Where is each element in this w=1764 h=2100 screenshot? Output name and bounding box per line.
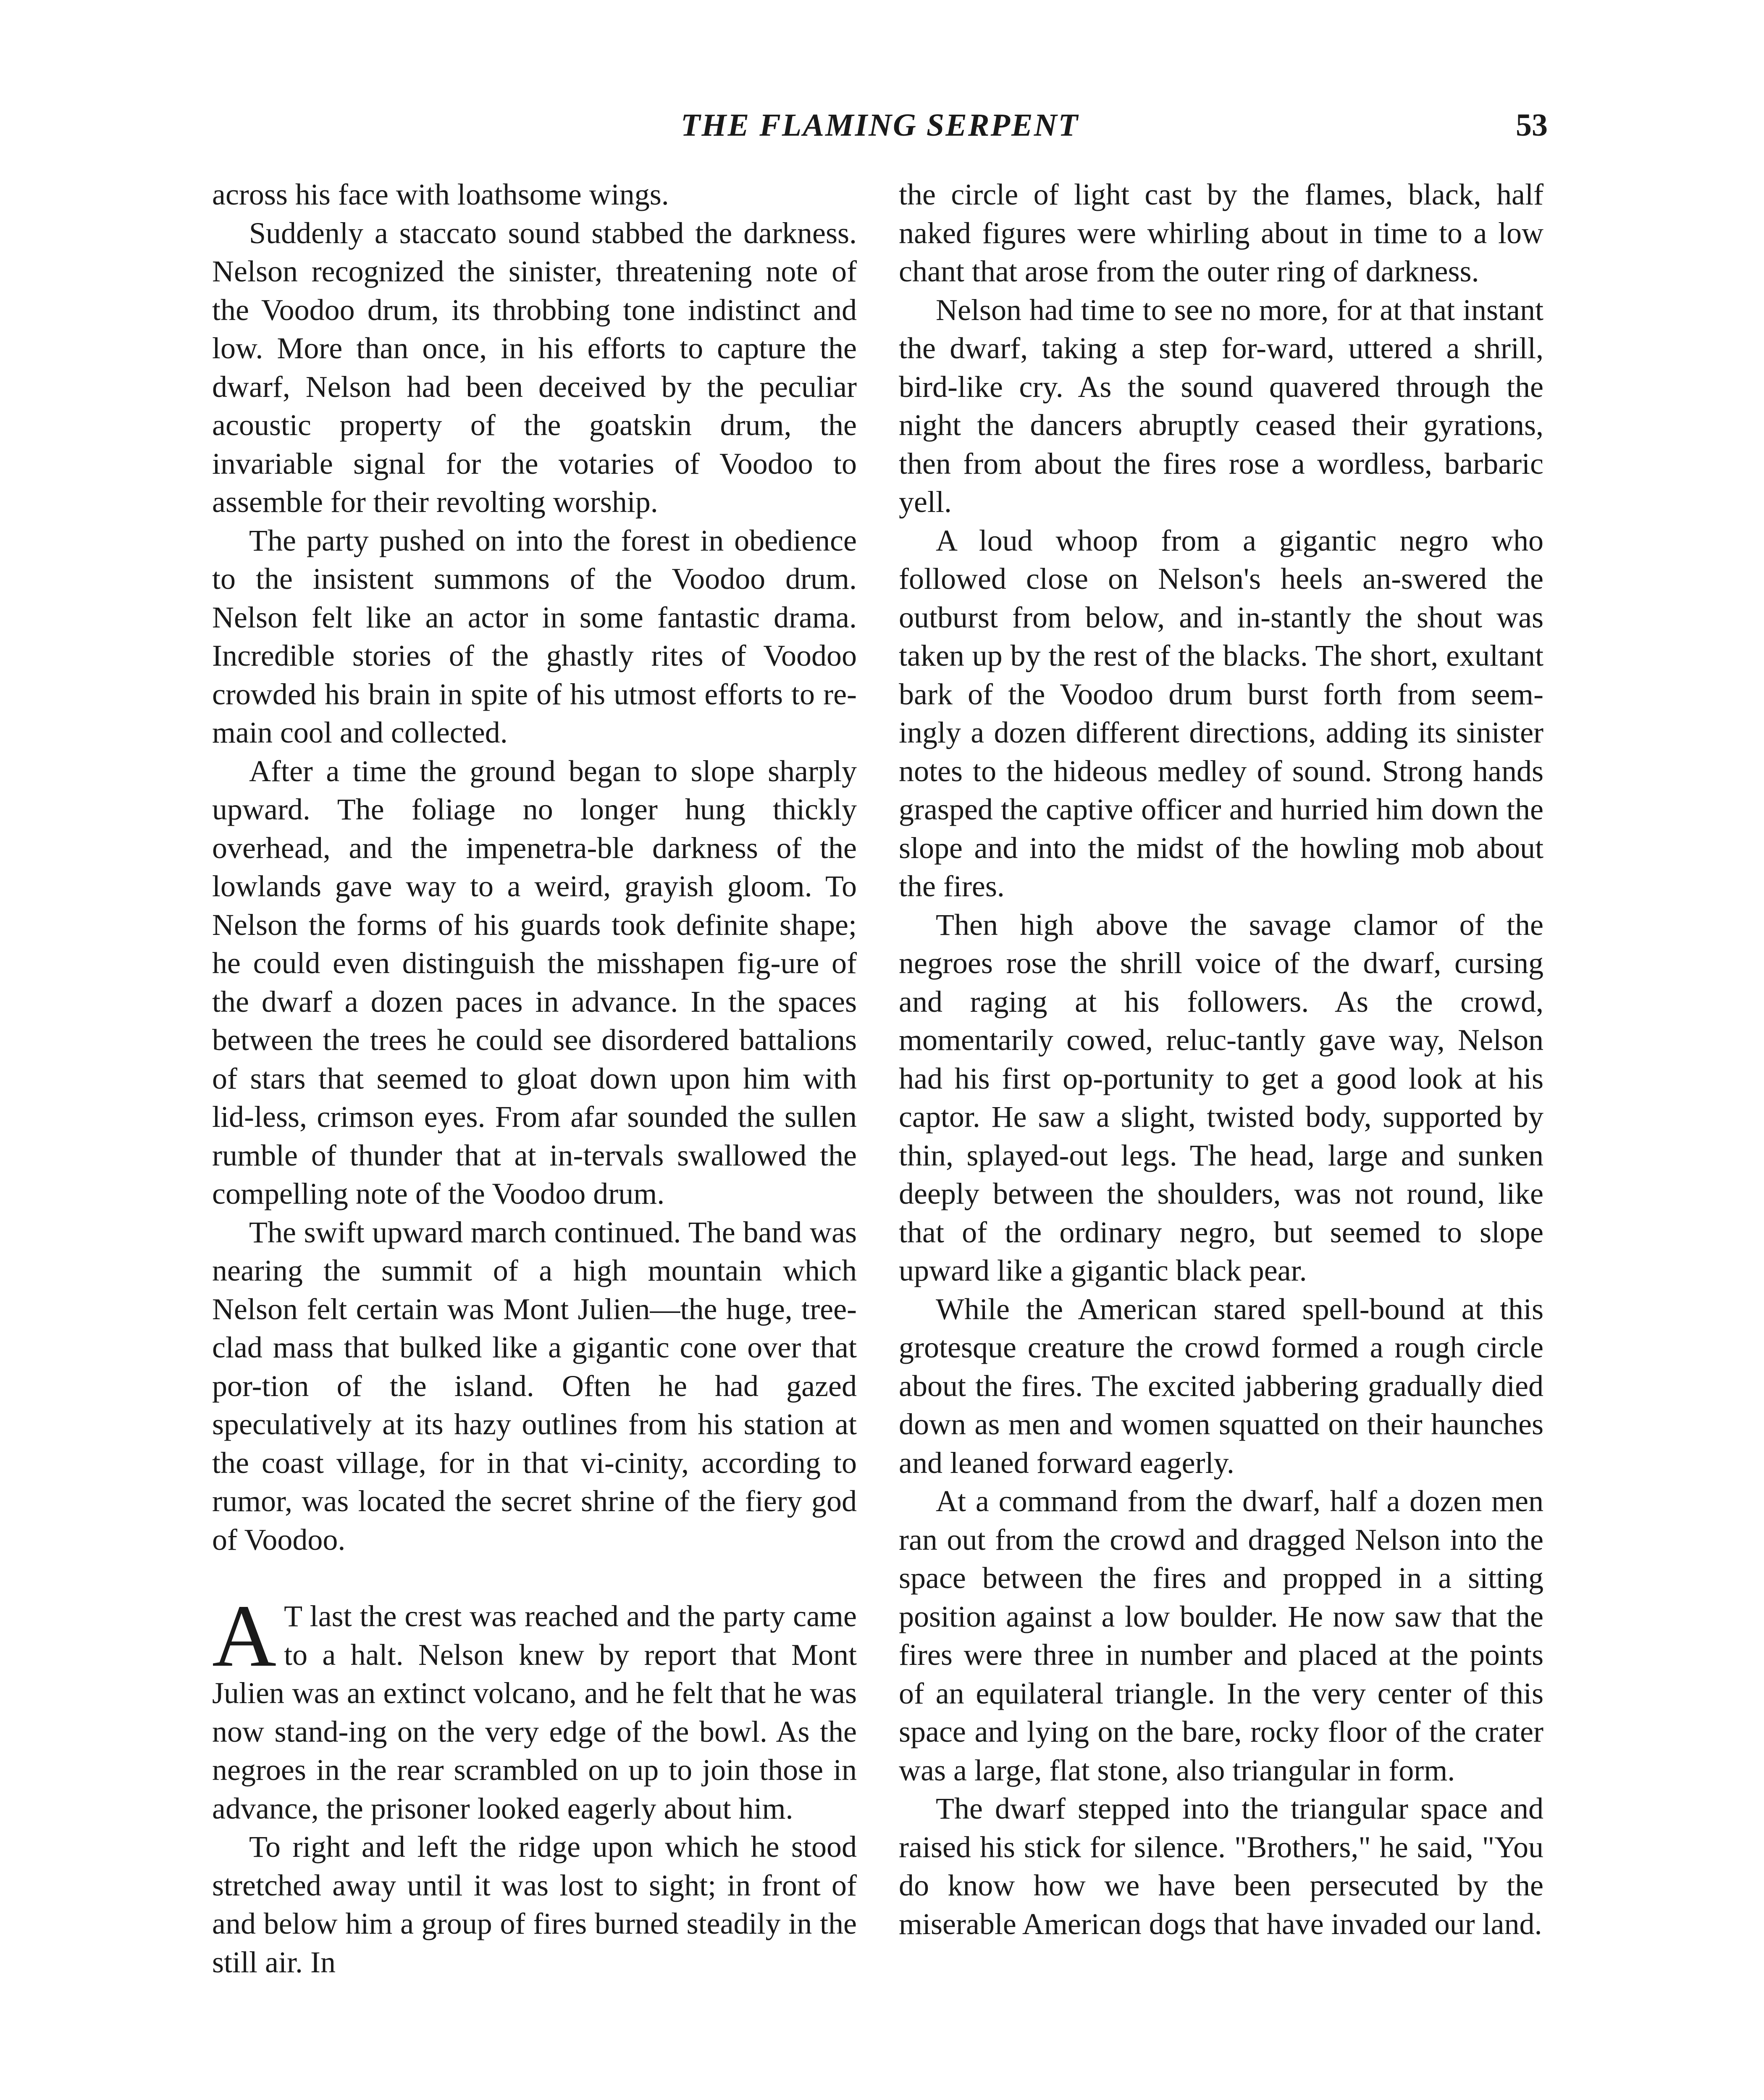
- running-title: THE FLAMING SERPENT: [680, 108, 1079, 143]
- paragraph-continuation: the circle of light cast by the flames, black, half naked figures were whirling about in time to a low chant that arose from the outer ring of darkness.: [899, 178, 1544, 288]
- paragraph: Suddenly a staccato sound stabbed the darkness. Nelson recognized the sinister, threatening note of the Voodoo drum, its throbbing tone indistinct and low. More than once, in his efforts to capture the dwarf, Nelson had been deceived by the peculiar acoustic property of the goatskin drum, the invariable signal for the votaries of Voodoo to assemble for their revolting worship.: [212, 216, 857, 519]
- paragraph: The party pushed on into the forest in obedience to the insistent summons of the Voodoo drum. Nelson felt like an actor in some fantastic drama. Incredible stories of the ghastly rites of Voodoo crowded his brain in spite of his utmost efforts to re-main cool and collected.: [212, 523, 857, 749]
- section-opening-text: T last the crest was reached and the party came to a halt. Nelson knew by report that Mont Julien was an extinct volcano, and he felt that he was now stand-ing on the very edge of the bowl. As the negroes in the rear scrambled on up to join those in advance, the prisoner looked eagerly about him.: [212, 1599, 857, 1825]
- left-column: [212, 176, 857, 1982]
- paragraph: Then high above the savage clamor of the negroes rose the shrill voice of the dwarf, cursing and raging at his followers. As the crowd, momentarily cowed, reluc-tantly gave way, Nelson had his first op-portunity to get a good look at his captor. He saw a slight, twisted body, supported by thin, splayed-out legs. The head, large and sunken deeply between the shoulders, was not round, like that of the ordinary negro, but seemed to slope upward like a gigantic black pear.: [899, 908, 1544, 1287]
- paragraph: The swift upward march continued. The band was nearing the summit of a high mountain which Nelson felt certain was Mont Julien—the huge, tree-clad mass that bulked like a gigantic cone over that por-tion of the island. Often he had gazed speculatively at its hazy outlines from his station at the coast village, for in that vi-cinity, according to rumor, was located the secret shrine of the fiery god of Voodoo.: [212, 1215, 857, 1557]
- page-number: 53: [1516, 108, 1548, 143]
- paragraph: A loud whoop from a gigantic negro who followed close on Nelson's heels an-swered the outburst from below, and in-stantly the shout was taken up by the rest of the blacks. The short, exultant bark of the Voodoo drum burst forth from seem-ingly a dozen different directions, adding its sinister notes to the hideous medley of sound. Strong hands grasped the captive officer and hurried him down the slope and into the midst of the howling mob about the fires.: [899, 523, 1544, 903]
- paragraph: Nelson had time to see no more, for at that instant the dwarf, taking a step for-ward, uttered a shrill, bird-like cry. As the sound quavered through the night the dancers abruptly ceased their gyrations, then from about the fires rose a wordless, barbaric yell.: [899, 293, 1544, 519]
- paragraph: After a time the ground began to slope sharply upward. The foliage no longer hung thickly overhead, and the impenetra-ble darkness of the lowlands gave way to a weird, grayish gloom. To Nelson the forms of his guards took definite shape; he could even distinguish the misshapen fig-ure of the dwarf a dozen paces in advance. In the spaces between the trees he could see disordered battalions of stars that seemed to gloat down upon him with lid-less, crimson eyes. From afar sounded the sullen rumble of thunder that at in-tervals swallowed the compelling note of the Voodoo drum.: [212, 754, 857, 1210]
- section-opening-paragraph: [212, 1586, 857, 1828]
- paragraph: While the American stared spell-bound at this grotesque creature the crowd formed a rough circle about the fires. The excited jabbering gradually died down as men and women squatted on their haunches and leaned forward eagerly.: [899, 1292, 1544, 1480]
- paragraph: To right and left the ridge upon which he stood stretched away until it was lost to sight; in front of and below him a group of fires burned steadily in the still air. In: [212, 1830, 857, 1979]
- paragraph: The dwarf stepped into the triangular space and raised his stick for silence. "Brothers," he said, "You do know how we have been persecuted by the miserable American dogs that have invaded our land.: [899, 1792, 1544, 1941]
- paragraph: At a command from the dwarf, half a dozen men ran out from the crowd and dragged Nelson into the space between the fires and propped in a sitting position against a low boulder. He now saw that the fires were three in number and placed at the points of an equilateral triangle. In the very center of this space and lying on the bare, rocky floor of the crater was a large, flat stone, also triangular in form.: [899, 1484, 1544, 1787]
- page-header: [212, 107, 1548, 153]
- drop-cap: A: [212, 1586, 277, 1685]
- right-column: [899, 176, 1544, 1943]
- paragraph: across his face with loathsome wings.: [212, 178, 669, 211]
